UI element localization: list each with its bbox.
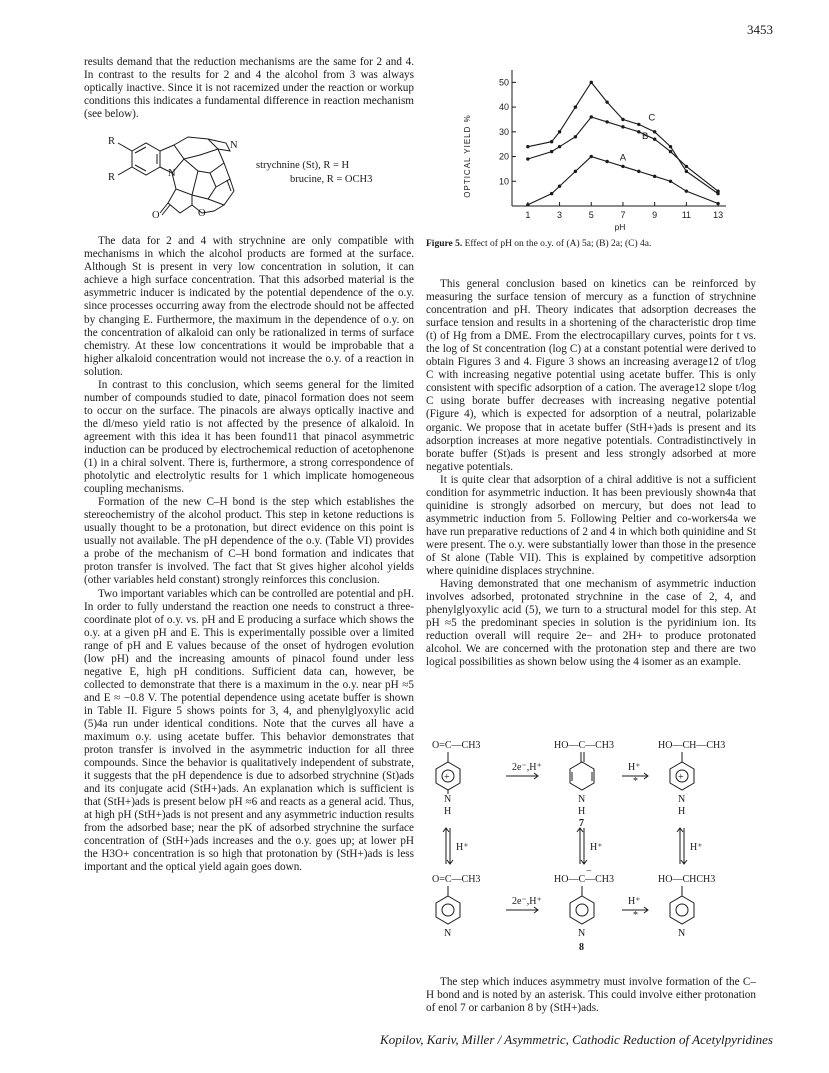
reactant-ketone-neutral-label: O=C—CH3 [432, 874, 481, 885]
data-point-b [653, 138, 656, 141]
data-point-c [637, 123, 640, 126]
y-tick-label: 40 [498, 102, 509, 113]
reaction-scheme [426, 736, 756, 974]
arrow-label-bottom-1: 2e⁻,H⁺ [512, 896, 542, 907]
x-tick-label: 3 [557, 210, 563, 220]
reactant-ketone-label: O=C—CH3 [432, 740, 481, 751]
vertical-label-1: H⁺ [456, 842, 469, 853]
figure-5-caption [426, 238, 756, 250]
data-point-c [669, 145, 672, 148]
data-point-b [574, 135, 577, 138]
data-point-b [685, 165, 688, 168]
y-tick-label: 20 [498, 151, 509, 162]
ring-n-3: N [678, 794, 686, 805]
curve-label-a: A [619, 152, 627, 164]
right-column-bottom [426, 976, 756, 1015]
data-point-c [574, 105, 577, 108]
page-number: 3453 [747, 22, 773, 37]
data-point-c [605, 100, 608, 103]
data-point-b [558, 145, 561, 148]
series-line-a [528, 157, 718, 205]
data-point-c [526, 145, 529, 148]
x-tick-label: 7 [620, 210, 626, 220]
y-tick-label: 30 [498, 126, 509, 137]
figure-5-chart [426, 56, 756, 236]
alcohol-neutral-label: HO—CHCH3 [658, 874, 716, 885]
data-point-b [550, 150, 553, 153]
caption-title: Figure 5. [426, 239, 463, 249]
y-tick-label: 10 [498, 176, 509, 187]
ring-n-5: N [578, 928, 586, 939]
data-point-a [685, 189, 688, 192]
left-column [84, 56, 414, 875]
amine-n-label: N [230, 140, 238, 152]
data-point-b [621, 125, 624, 128]
data-point-a [526, 203, 529, 206]
paragraph: This general conclusion based on kinetics can be reinforced by measuring the surface tension of mercury as a function of strychnine concentration and pH. Theory indicates that adsorption decreases the surface tension and results in a shortening of the characteristic drop time (t) of Hg from a DME. From the electrocapillary curves, points for t vs. the log of St concentration (log C) at a constant potential were derived to obtain Figures 3 and 4. Figure 3 shows an increasing average12 of t/log C with increasing negative potential using acetate buffer. This is only consistent with specific adsorption of a cation. The average12 slope t/log C using borate buffer decreases with increasing negative potential (Figure 4), which is expected for adsorption of a neutral, polarizable organic. We propose that in acetate buffer (StH+)ads is present and its adsorption increases at more negative potentials. Contradistinctively in borate buffer (St)ads is present and less strongly adsorbed at more negative potentials. [426, 278, 756, 473]
ring-h-1: H [444, 806, 452, 817]
curve-label-c: C [648, 112, 656, 124]
data-point-a [574, 170, 577, 173]
x-tick-label: 11 [681, 210, 692, 220]
curve-label-b: B [641, 131, 649, 143]
data-point-c [653, 130, 656, 133]
paragraph: Having demonstrated that one mechanism of asymmetric induction involves adsorbed, protonated strychnine in the case of 2, 4, and phenylglyoxylic acid (5), we turn to a structural model for this step. At pH ≈5 the predominant species in solution is the pyridinium ion. Its reduction overall will require 2e− and 2H+ to produce protonated alcohol. We are concerned with the protonation step and there are two logical possibilities as shown below using the 4 isomer as an example. [426, 578, 756, 669]
data-point-a [637, 170, 640, 173]
paragraph: The step which induces asymmetry must involve formation of the C–H bond and is noted by an asterisk. This could involve either protonation of enol 7 or carbanion 8 by (StH+)ads. [426, 976, 756, 1015]
data-point-a [653, 175, 656, 178]
caption-text: Effect of pH on the o.y. of (A) 5a; (B) 2a; (C) 4a. [462, 239, 652, 249]
alcohol-product-label: HO—CH—CH3 [658, 740, 726, 751]
strychnine-structure [84, 133, 414, 222]
pyridinium-charge-3: + [678, 772, 684, 783]
x-axis-label: pH [614, 222, 626, 232]
paragraph: In contrast to this conclusion, which seems general for the limited number of compounds studied to date, pinacol formation does not seem to occur on the surface. The pinacols are always optically inactive and the dl/meso yield ratio is not affected by the presence of alkaloid. In agreement with this idea it has been found11 that pinacol asymmetric induction can be produced by electrochemical reduction of acetophenone (1) in a chiral solvent. There is, furthermore, a strong correspondence of photolytic and electrolytic results for 1 which implicate homogeneous coupling mechanisms. [84, 378, 414, 496]
vertical-label-2: H⁺ [590, 842, 603, 853]
carbanion-8-label: HO—C—CH3 [554, 874, 615, 885]
carbanion-charge: − [586, 866, 592, 877]
data-point-a [550, 192, 553, 195]
ring-n-2: N [578, 794, 586, 805]
strychnine-label: strychnine (St), R = H [256, 160, 350, 172]
data-point-b [637, 130, 640, 133]
reaction-scheme-drawing [426, 736, 756, 974]
asterisk-top: * [633, 776, 638, 787]
ring-n-4: N [444, 928, 452, 939]
ring-h-2: H [578, 806, 586, 817]
data-point-a [590, 155, 593, 158]
data-point-a [558, 185, 561, 188]
data-point-c [621, 118, 624, 121]
vertical-label-3: H⁺ [690, 842, 703, 853]
amide-n-label: N [168, 168, 176, 180]
data-point-b [590, 115, 593, 118]
data-point-a [605, 160, 608, 163]
carbonyl-o-label: O [152, 210, 160, 222]
arrow-label-top-1: 2e⁻,H⁺ [512, 762, 542, 773]
ring-n-6: N [678, 928, 686, 939]
ring-n-1: N [444, 794, 452, 805]
paragraph: Two important variables which can be controlled are potential and pH. In order to fully understand the reaction one needs to construct a three-coordinate plot of o.y. vs. pH and E producing a surface which shows the o.y. at a given pH and E. This is experimentally possible over a limited range of pH and E values because of the onset of hydrogen evolution (low pH) and the increasing amounts of pinacol found under less negative E, high pH conditions. Sufficient data can, however, be collected to demonstrate that there is a maximum in the o.y. near pH ≈5 and E ≈ −0.8 V. The potential dependence using acetate buffer is shown in Table II. Figure 5 shows points for 3, 4, and phenylglyoxylic acid (5)4a run under identical conditions. Note that the curves all have a maximum o.y. using acetate buffer. This behavior demonstrates that proton transfer is involved in the asymmetric induction for all three compounds. Since the behavior is qualitatively independent of substrate, it suggests that the pH dependence is due to adsorbed strychnine (St)ads and its conjugate acid (StH+)ads. An explanation which is sufficient is that (StH+)ads is present below pH ≈6 and reacts as a general acid. Thus, at high pH (StH+)ads is not present and any asymmetric induction results from the adsorbed base; near the pK of adsorbed strychnine the surface concentration of (StH+)ads increases and the o.y. goes up; at lower pH the H3O+ concentration is so high that protonation by (StH+)ads is less important and the optical yield again goes down. [84, 587, 414, 874]
enol-7-label: HO—C—CH3 [554, 740, 615, 751]
paragraph: Formation of the new C–H bond is the step which establishes the stereochemistry of the alcohol product. This step in ketone reductions is usually thought to be a protonation, but direct evidence on this point is usually not available. The pH dependence of the o.y. (Table VI) provides a probe of the mechanism of C–H bond formation and indicates that proton transfer is involved. The fact that St gives higher alcohol yields (other variables held constant) strongly reinforces this conclusion. [84, 496, 414, 587]
figure-5 [426, 56, 756, 236]
x-tick-label: 1 [525, 210, 531, 220]
compound-7-label: 7 [579, 818, 584, 829]
data-point-a [621, 165, 624, 168]
arrow-label-top-2: H⁺ [628, 762, 641, 773]
paragraph: results demand that the reduction mechanisms are the same for 2 and 4. In contrast to the results for 2 and 4 the alcohol from 3 was always optically inactive. Since it is not racemized under the reaction or workup conditions this indicates a fundamental difference in reaction mechanism (see below). [84, 56, 414, 121]
data-point-c [685, 170, 688, 173]
ether-o-label: O [198, 208, 206, 220]
y-axis-label: OPTICAL YIELD % [463, 114, 472, 198]
y-tick-label: 50 [498, 77, 509, 88]
asterisk-bottom: * [633, 910, 638, 921]
data-point-c [550, 140, 553, 143]
paragraph: It is quite clear that adsorption of a chiral additive is not a sufficient condition for asymmetric induction. It has been previously shown4a that quinidine is strongly adsorbed on mercury, but does not lead to asymmetric induction from 5. Following Peltier and co-workers4a we have run preparative reductions of 2 and 4 in which both quinidine and St were present. The o.y. were substantially lower than those in the presence of St alone (Table VII). This is explained by competitive adsorption where quinidine displaces strychnine. [426, 473, 756, 578]
data-point-c [590, 81, 593, 84]
data-point-b [669, 150, 672, 153]
data-point-b [526, 157, 529, 160]
series-line-c [528, 82, 718, 193]
data-point-c [558, 130, 561, 133]
data-point-a [716, 202, 719, 205]
compound-8-label: 8 [579, 942, 584, 953]
x-tick-label: 13 [713, 210, 724, 220]
r-substituent-top: R [108, 136, 116, 148]
right-column [426, 278, 756, 669]
r-substituent-bottom: R [108, 172, 116, 184]
data-point-a [669, 180, 672, 183]
x-tick-label: 9 [652, 210, 658, 220]
brucine-label: brucine, R = OCH3 [290, 174, 373, 186]
x-tick-label: 5 [588, 210, 594, 220]
arrow-label-bottom-2: H⁺ [628, 896, 641, 907]
data-point-b [605, 120, 608, 123]
running-footer: Kopilov, Kariv, Miller / Asymmetric, Cathodic Reduction of Acetylpyridines [380, 1032, 773, 1047]
ring-h-3: H [678, 806, 686, 817]
paragraph: The data for 2 and 4 with strychnine are only compatible with mechanisms in which the alcohol products are formed at the surface. Although St is present in very low concentration in solution, it can achieve a high surface concentration. That this adsorbed material is the asymmetric inducer is indicated by the potential dependence of the o.y. since processes occurring away from the electrode should not be affected by changing E. Furthermore, the maximum in the dependence of o.y. on the concentration of alkaloid can only be rationalized in terms of surface chemistry. At these low concentrations it would be improbable that a higher alkaloid concentration would not increase the o.y. of a reaction in solution. [84, 235, 414, 378]
pyridinium-charge-1: + [444, 772, 450, 783]
data-point-c [716, 192, 719, 195]
